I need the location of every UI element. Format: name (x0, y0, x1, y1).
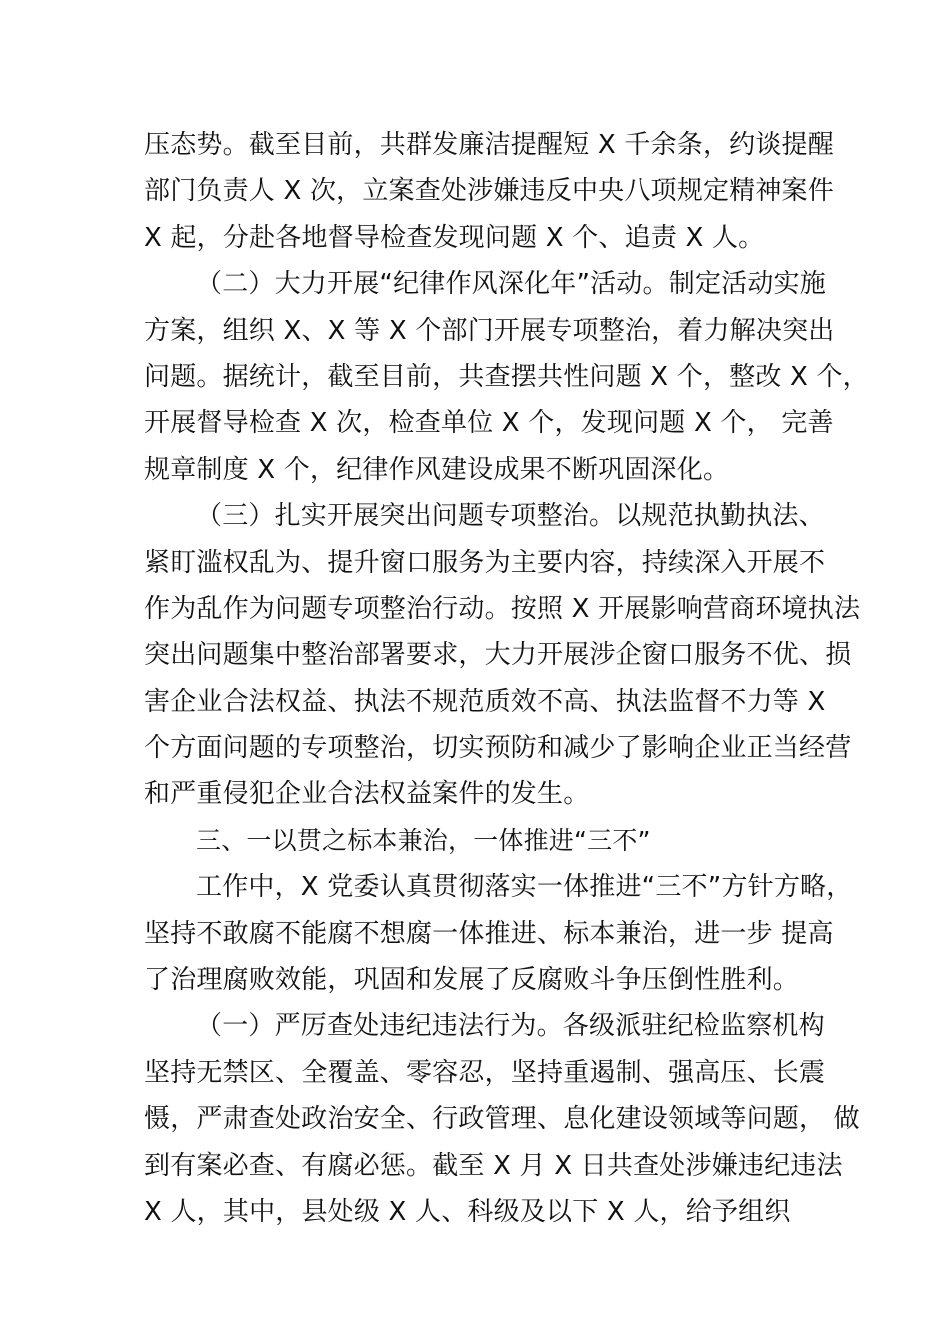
body-text-line: 问题。据统计，截至目前，共查摆共性问题 X 个，整改 X 个， (144, 361, 869, 392)
paragraph-start-line: 工作中，X 党委认真贯彻落实一体推进“三不”方针方略， (196, 872, 853, 903)
body-text-line: 慑，严肃查处政治安全、行政管理、息化建设领域等问题， 做 (144, 1104, 860, 1135)
paragraph-start-line: （二）大力开展“纪律作风深化年”活动。制定活动实施 (196, 269, 826, 300)
body-text-line: 突出问题集中整治部署要求，大力开展涉企窗口服务不优、损 (144, 640, 852, 671)
body-text-line: 部门负责人 X 次，立案查处涉嫌违反中央八项规定精神案件 (144, 176, 834, 207)
body-text-line: X 起，分赴各地督导检查发现问题 X 个、追责 X 人。 (144, 222, 765, 253)
document-body (144, 122, 869, 1235)
body-text-line: 开展督导检查 X 次，检查单位 X 个，发现问题 X 个， 完善 (144, 408, 834, 439)
body-text-line: X 人，其中，县处级 X 人、科级及以下 X 人，给予组织 (144, 1196, 791, 1227)
body-text-line: 和严重侵犯企业合法权益案件的发生。 (144, 779, 590, 810)
body-text-line: 到有案必查、有腐必惩。截至 X 月 X 日共查处涉嫌违纪违法 (144, 1150, 843, 1181)
paragraph-start-line: （一）严厉查处违纪违法行为。各级派驻纪检监察机构 (196, 1011, 825, 1042)
body-text-line: 坚持无禁区、全覆盖、零容忍，坚持重遏制、强高压、长震 (144, 1057, 826, 1088)
body-text-line: 紧盯滥权乱为、提升窗口服务为主要内容，持续深入开展不 (144, 547, 826, 578)
body-text-line: 方案，组织 X、X 等 X 个部门开展专项整治，着力解决突出 (144, 315, 835, 346)
body-text-line: 坚持不敢腐不能腐不想腐一体推进、标本兼治，进一步 提高 (144, 918, 834, 949)
body-text-line: 了治理腐败效能，巩固和发展了反腐败斗争压倒性胜利。 (144, 965, 800, 996)
body-text-line: 作为乱作为问题专项整治行动。按照 X 开展影响营商环境执法 (144, 593, 861, 624)
section-heading: 三、一以贯之标本兼治，一体推进“三不” (196, 825, 651, 855)
body-text-line: 规章制度 X 个，纪律作风建设成果不断巩固深化。 (144, 454, 730, 485)
body-text-line: 个方面问题的专项整治，切实预防和减少了影响企业正当经营 (144, 733, 852, 764)
paragraph-start-line: （三）扎实开展突出问题专项整治。以规范执勤执法、 (196, 501, 825, 532)
body-text-line: 压态势。截至目前，共群发廉洁提醒短 X 千余条，约谈提醒 (144, 130, 834, 160)
body-text-line: 害企业合法权益、执法不规范质效不高、执法监督不力等 X (144, 686, 826, 717)
